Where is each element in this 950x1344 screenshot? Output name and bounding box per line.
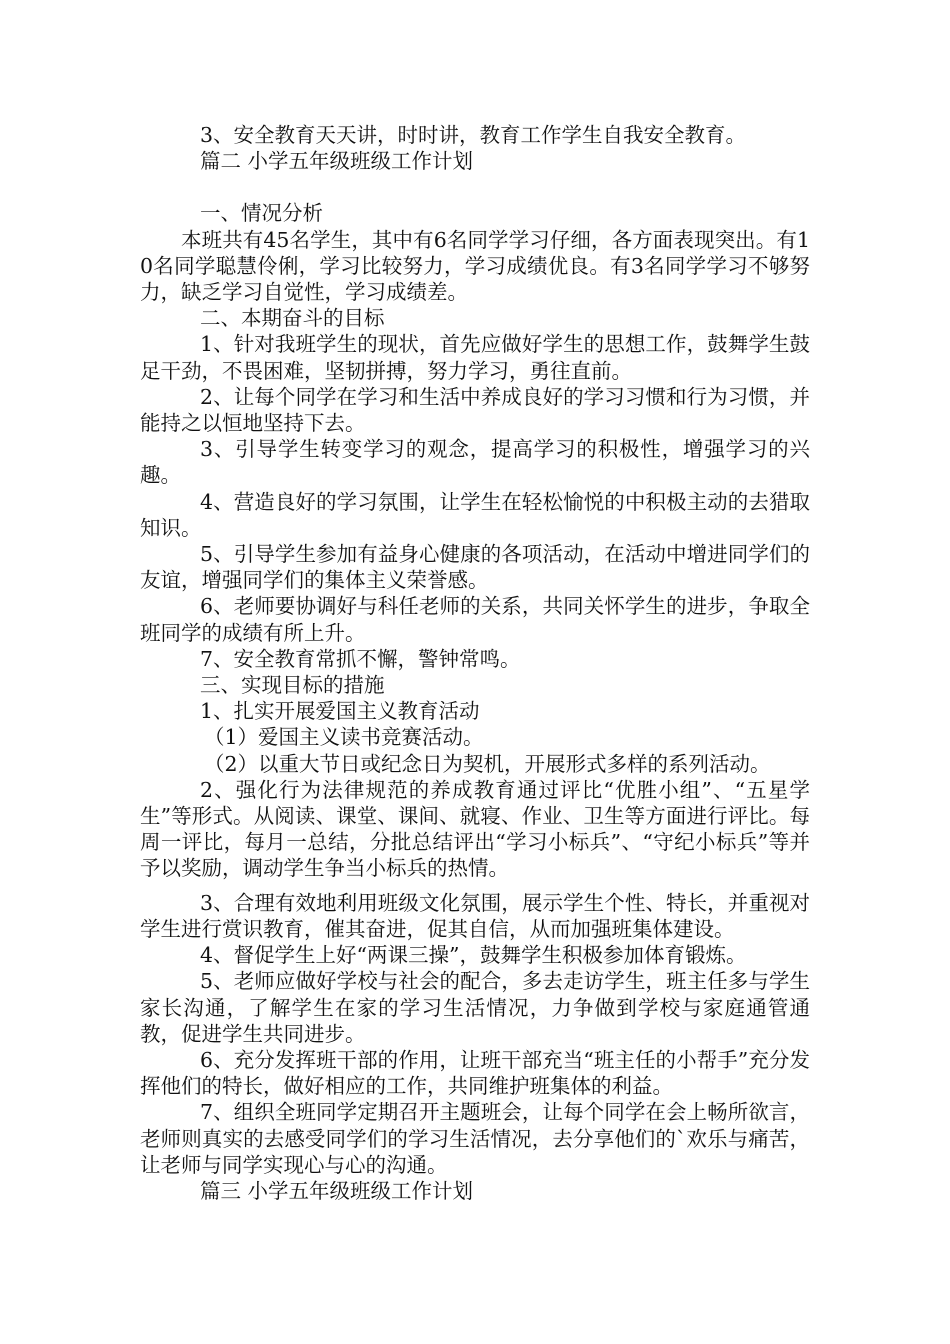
document-body [140,122,810,1204]
measure-item-7: 7、组织全班同学定期召开主题班会，让每个同学在会上畅所欲言，老师则真实的去感受同学们的学习生活情况，去分享他们的`欢乐与痛苦，让老师与同学实现心与心的沟通。 [140,1100,810,1177]
goal-item-5: 5、引导学生参加有益身心健康的各项活动，在活动中增进同学们的友谊，增强同学们的集体主义荣誉感。 [140,542,810,593]
goal-item-7: 7、安全教育常抓不懈，警钟常鸣。 [200,646,521,671]
heading-situation-analysis: 一、情况分析 [200,201,323,226]
measure-subitem-1: （1）爱国主义读书竞赛活动。 [204,725,484,750]
measure-item-2: 2、强化行为法律规范的养成教育通过评比“优胜小组”、“五星学生”等形式。从阅读、课堂、课间、就寝、作业、卫生等方面进行评比。每周一评比，每月一总结，分批总结评出“学习小标兵”、“守纪小标兵”等并予以奖励，调动学生争当小标兵的热情。 [140,777,810,881]
goal-item-1: 1、针对我班学生的现状，首先应做好学生的思想工作，鼓舞学生鼓足干劲，不畏困难，坚韧拼搏，努力学习，勇往直前。 [140,332,810,383]
goal-item-2: 2、让每个同学在学习和生活中养成良好的学习习惯和行为习惯，并能持之以恒地坚持下去。 [140,384,810,436]
goal-item-3: 3、引导学生转变学习的观念，提高学习的积极性，增强学习的兴趣。 [140,437,810,488]
measure-item-5: 5、老师应做好学校与社会的配合，多去走访学生，班主任多与学生家长沟通，了解学生在家的学习生活情况，力争做到学校与家庭通管通教，促进学生共同进步。 [140,969,810,1046]
goal-item-6: 6、老师要协调好与科任老师的关系，共同关怀学生的进步，争取全班同学的成绩有所上升。 [140,594,810,645]
heading-goals: 二、本期奋斗的目标 [200,306,385,331]
spacer [140,882,810,890]
measure-subitem-2: （2）以重大节日或纪念日为契机，开展形式多样的系列活动。 [204,751,771,776]
heading-measures: 三、实现目标的措施 [200,673,385,698]
measure-item-4: 4、督促学生上好“两课三操”，鼓舞学生积极参加体育锻炼。 [200,943,747,968]
goal-item-4: 4、营造良好的学习氛围，让学生在轻松愉悦的中积极主动的去猎取知识。 [140,489,810,540]
measure-item-6: 6、充分发挥班干部的作用，让班干部充当“班主任的小帮手”充分发挥他们的特长，做好相应的工作，共同维护班集体的利益。 [140,1047,810,1099]
section-heading-part-three: 篇三 小学五年级班级工作计划 [200,1178,474,1203]
measure-item-1: 1、扎实开展爱国主义教育活动 [200,699,480,724]
blank-line [140,174,810,200]
measure-item-3: 3、合理有效地利用班级文化氛围，展示学生个性、特长，并重视对学生进行赏识教育，催其奋进，促其自信，从而加强班集体建设。 [140,890,810,941]
paragraph-safety-item-3: 3、安全教育天天讲，时时讲，教育工作学生自我安全教育。 [200,123,747,147]
paragraph-class-overview: 本班共有45名学生，其中有6名同学学习仔细，各方面表现突出。有10名同学聪慧伶俐，学习比较努力，学习成绩优良。有3名同学学习不够努力，缺乏学习自觉性，学习成绩差。 [140,227,810,305]
section-heading-part-two: 篇二 小学五年级班级工作计划 [200,149,474,174]
